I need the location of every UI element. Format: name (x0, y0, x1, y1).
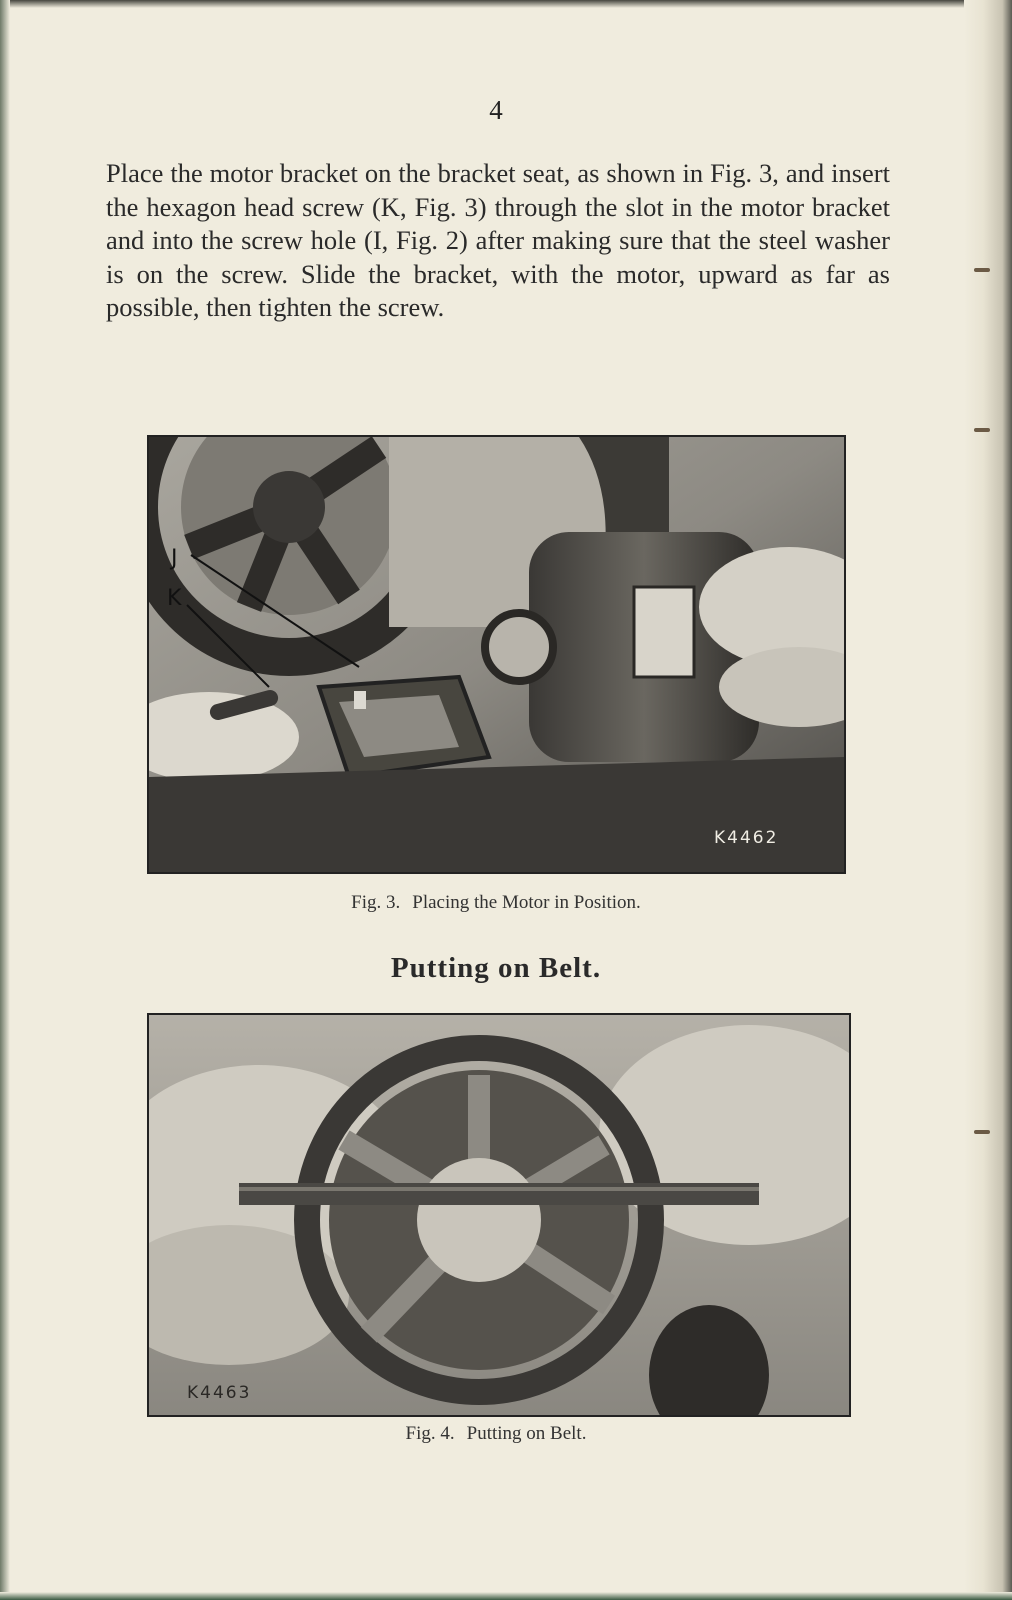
belt-photo (149, 1015, 849, 1415)
motor-placement-photo (149, 437, 844, 872)
figure-3-caption (0, 892, 992, 914)
page-edge-bottom (0, 1592, 1012, 1600)
figure-3-label: Fig. 3. (351, 892, 401, 913)
staple-bottom (974, 1130, 990, 1134)
figure-4-label: Fig. 4. (405, 1423, 455, 1444)
figure-4-caption (0, 1423, 992, 1445)
figure-4-code: K4463 (187, 1383, 252, 1403)
figure-4-photo (147, 1013, 851, 1417)
page-edge-left (0, 0, 10, 1600)
page-edge-right (964, 0, 1012, 1600)
staple-middle (974, 428, 990, 432)
callout-k-label: K (167, 586, 182, 611)
staple-top (974, 268, 990, 272)
page-number: 4 (489, 95, 503, 125)
body-paragraph: Place the motor bracket on the bracket seat, as shown in Fig. 3, and insert the hexagon head screw (K, Fig. 3) through the slot in the motor bracket and into the screw hole (I, Fig. 2) after making sure that the steel washer is on the screw. Slide the bracket, with the motor, upward as far as possible, then tighten the screw. (106, 158, 890, 322)
figure-3-photo (147, 435, 846, 874)
section-heading: Putting on Belt. (390, 952, 602, 984)
figure-3-caption-text: Placing the Motor in Position. (412, 892, 641, 913)
page-edge-top (0, 0, 1012, 8)
figure-3-code: K4462 (714, 828, 779, 848)
callout-j-label: J (171, 546, 178, 571)
figure-4-caption-text: Putting on Belt. (466, 1423, 587, 1444)
